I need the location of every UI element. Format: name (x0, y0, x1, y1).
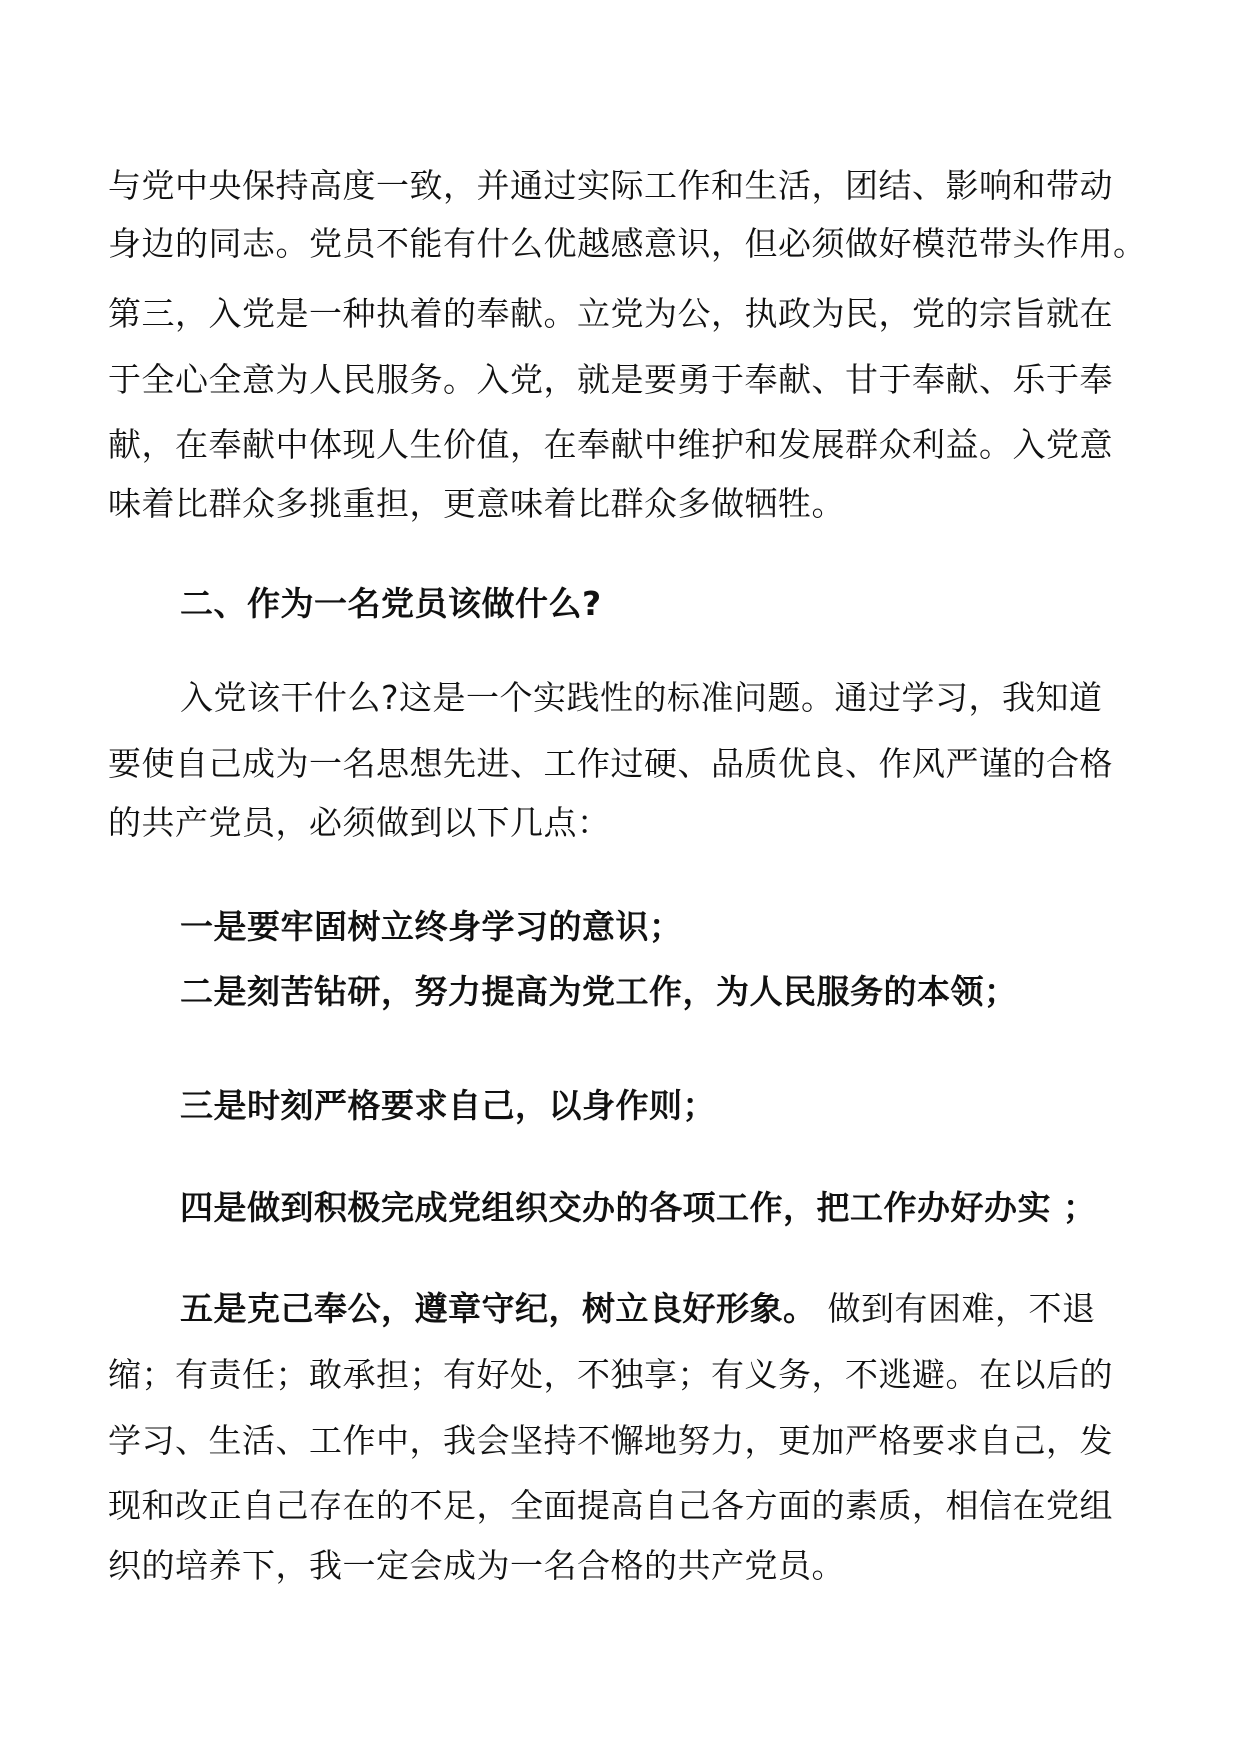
paragraph-line: 与党中央保持高度一致，并通过实际工作和生活，团结、影响和带动 (108, 166, 1113, 205)
point-item: 三是时刻严格要求自己，以身作则； (180, 1086, 716, 1125)
paragraph-line: 缩；有责任；敢承担；有好处，不独享；有义务，不逃避。在以后的 (108, 1355, 1113, 1394)
point-item: 四是做到积极完成党组织交办的各项工作，把工作办好办实 ； (180, 1188, 1097, 1227)
paragraph-line: 现和改正自己存在的不足，全面提高自己各方面的素质，相信在党组 (108, 1486, 1113, 1525)
point-item: 二是刻苦钻研，努力提高为党工作，为人民服务的本领； (180, 972, 1018, 1011)
point-item: 一是要牢固树立终身学习的意识； (180, 907, 683, 946)
paragraph-line: 的共产党员，必须做到以下几点： (108, 803, 611, 842)
point-item-rest: 做到有困难，不退 (816, 1289, 1096, 1328)
paragraph-line: 献，在奉献中体现人生价值，在奉献中维护和发展群众利益。入党意 (108, 425, 1113, 464)
point-item-bold: 五是克己奉公，遵章守纪，树立良好形象。 (180, 1289, 817, 1328)
paragraph-line: 学习、生活、工作中，我会坚持不懈地努力，更加严格要求自己，发 (108, 1421, 1113, 1460)
paragraph-line: 味着比群众多挑重担，更意味着比群众多做牺牲。 (108, 484, 845, 523)
point-item (180, 1287, 1096, 1331)
paragraph-line: 第三，入党是一种执着的奉献。立党为公，执政为民，党的宗旨就在 (108, 294, 1113, 333)
section-heading: 二、作为一名党员该做什么? (180, 584, 602, 623)
paragraph-line: 于全心全意为人民服务。入党，就是要勇于奉献、甘于奉献、乐于奉 (108, 360, 1113, 399)
paragraph-line: 要使自己成为一名思想先进、工作过硬、品质优良、作风严谨的合格 (108, 744, 1113, 783)
paragraph-line: 织的培养下，我一定会成为一名合格的共产党员。 (108, 1546, 845, 1585)
paragraph-line: 入党该干什么?这是一个实践性的标准问题。通过学习，我知道 (180, 678, 1103, 717)
paragraph-line: 身边的同志。党员不能有什么优越感意识，但必须做好模范带头作用。 (108, 224, 1147, 263)
